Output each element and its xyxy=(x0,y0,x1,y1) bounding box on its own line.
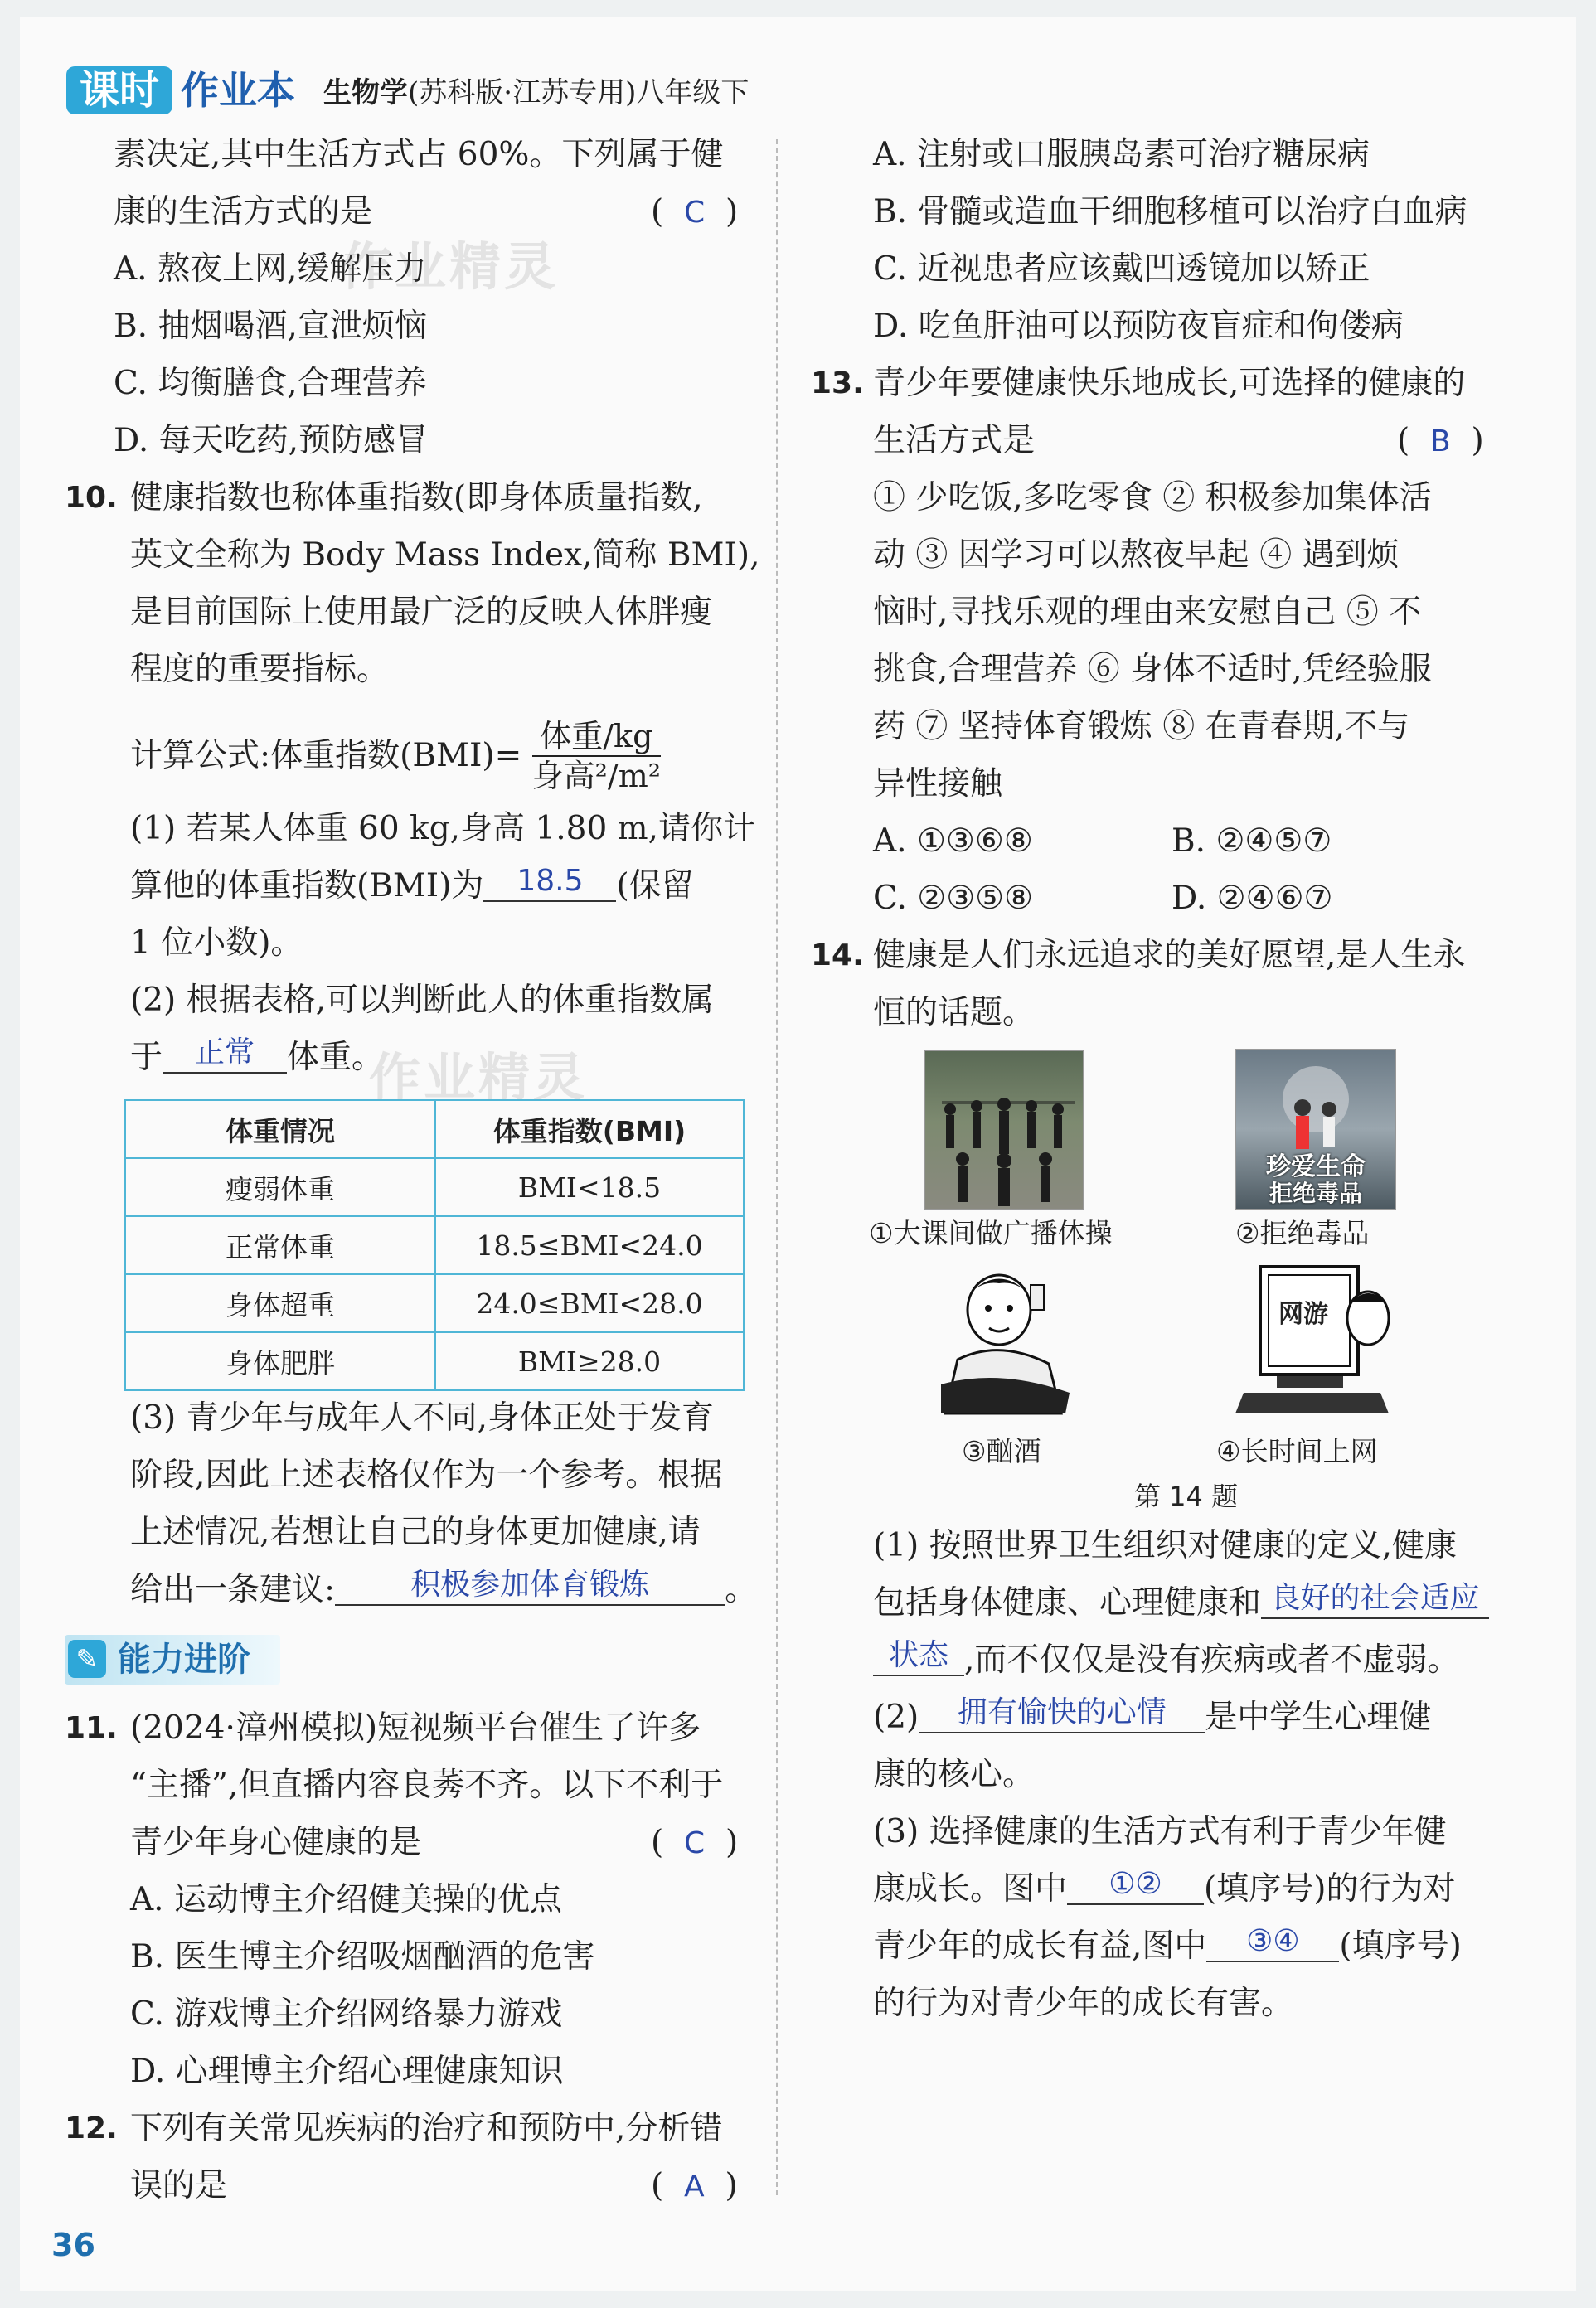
formula-label: 计算公式:体重指数(BMI)= xyxy=(130,737,522,774)
q10-2-line2 xyxy=(130,1029,384,1086)
q10-2-blank xyxy=(163,1032,287,1074)
book-subject xyxy=(323,73,749,113)
q10-1-blank xyxy=(483,861,616,902)
q14-line1: 健康是人们永远追求的美好愿望,是人生永 xyxy=(873,937,1466,974)
table-header-cell: 体重情况 xyxy=(125,1100,435,1158)
q10-2-suffix: 体重。 xyxy=(287,1039,385,1076)
figure-caption-2: ②拒绝毒品 xyxy=(1235,1217,1370,1249)
q10-1-line1: (1) 若某人体重 60 kg,身高 1.80 m,请你计 xyxy=(130,810,756,847)
q12-option-c: C. 近视患者应该戴凹透镜加以矫正 xyxy=(873,250,1370,288)
section-title: 能力进阶 xyxy=(118,1641,250,1679)
q14-3-answer-a: ①② xyxy=(1108,1867,1162,1901)
q10-2-line1: (2) 根据表格,可以判断此人的体重指数属 xyxy=(130,982,715,1019)
bmi-table xyxy=(124,1099,745,1391)
poster-text-1: 珍爱生命 xyxy=(1266,1152,1366,1181)
q14-3-prompt-b: 青少年的成长有益,图中 xyxy=(873,1927,1207,1965)
q11-option-d: D. 心理博主介绍心理健康知识 xyxy=(130,2053,564,2090)
logo-suffix: 作业本 xyxy=(181,68,295,113)
q12-option-a: A. 注射或口服胰岛素可治疗糖尿病 xyxy=(873,136,1370,173)
formula-fraction xyxy=(532,717,661,795)
q14-3-suffix-a: (填序号)的行为对 xyxy=(1204,1870,1456,1908)
q14-1-line1: (1) 按照世界卫生组织对健康的定义,健康 xyxy=(873,1527,1458,1564)
q10-1-line3: 1 位小数)。 xyxy=(130,924,303,962)
q14-2-suffix: 是中学生心理健 xyxy=(1205,1699,1432,1736)
q10-line2: 英文全称为 Body Mass Index,简称 BMI), xyxy=(130,536,760,574)
q13-option-a: A. ①③⑥⑧ xyxy=(873,822,1033,860)
q12-line2: 误的是 xyxy=(130,2167,228,2204)
q10-3-blank xyxy=(335,1564,725,1606)
q14-2-prompt: (2) xyxy=(873,1699,919,1736)
q14-3-line2 xyxy=(873,1860,1455,1918)
q10-2-answer: 正常 xyxy=(195,1035,255,1069)
exercise-illustration xyxy=(925,1051,1083,1209)
q13-line1: 青少年要健康快乐地成长,可选择的健康的 xyxy=(873,365,1466,402)
q13-item-line2: 动 ③ 因学习可以熬夜早起 ④ 遇到烦 xyxy=(873,536,1400,574)
q14-1-line2 xyxy=(873,1574,1489,1632)
table-row xyxy=(125,1158,744,1216)
q10-3-prompt: 给出一条建议: xyxy=(130,1571,336,1608)
q13-item-line3: 恼时,寻找乐观的理由来安慰自己 ⑤ 不 xyxy=(873,594,1422,631)
q12-answer-bracket: ( A ) xyxy=(651,2167,738,2204)
table-row xyxy=(125,1216,744,1274)
q13-option-d: D. ②④⑥⑦ xyxy=(1172,880,1333,917)
q10-line1: 健康指数也称体重指数(即身体质量指数, xyxy=(130,479,703,516)
q10-1-answer: 18.5 xyxy=(517,864,584,898)
q14-3-suffix-b: (填序号) xyxy=(1339,1927,1462,1965)
figure-internet-cartoon xyxy=(1227,1260,1397,1418)
q14-2-line2: 康的核心。 xyxy=(873,1756,1036,1793)
q11-number: 11. xyxy=(65,1711,118,1745)
figure-group-caption: 第 14 题 xyxy=(1134,1481,1239,1512)
q13-line2: 生活方式是 xyxy=(873,422,1036,459)
q13-item-line5: 药 ⑦ 坚持体育锻炼 ⑧ 在青春期,不与 xyxy=(873,708,1409,745)
figure-drinking-cartoon xyxy=(924,1260,1082,1418)
table-cell: 身体肥胖 xyxy=(125,1332,435,1390)
table-cell: 身体超重 xyxy=(125,1274,435,1332)
q9-option-d: D. 每天吃药,预防感冒 xyxy=(114,422,429,459)
q10-1-prompt: 算他的体重指数(BMI)为 xyxy=(130,867,484,904)
q13-item-line6: 异性接触 xyxy=(873,765,1003,802)
table-header-cell: 体重指数(BMI) xyxy=(435,1100,744,1158)
q14-3-line3 xyxy=(873,1918,1462,1975)
watermark-2: 作业精灵 xyxy=(369,1047,589,1108)
q10-number: 10. xyxy=(65,481,118,515)
q13-item-line1: ① 少吃饭,多吃零食 ② 积极参加集体活 xyxy=(873,479,1432,516)
q14-line2: 恒的话题。 xyxy=(873,994,1036,1031)
figure-caption-4: ④长时间上网 xyxy=(1216,1435,1378,1467)
q14-3-line1: (3) 选择健康的生活方式有利于青少年健 xyxy=(873,1813,1447,1850)
q9-option-a: A. 熬夜上网,缓解压力 xyxy=(114,250,427,288)
q14-3-prompt-a: 康成长。图中 xyxy=(873,1870,1068,1908)
table-row xyxy=(125,1332,744,1390)
figure-anti-drug-poster xyxy=(1235,1049,1396,1210)
q13-item-line4: 挑食,合理营养 ⑥ 身体不适时,凭经验服 xyxy=(873,651,1432,688)
q12-option-d: D. 吃鱼肝油可以预防夜盲症和佝偻病 xyxy=(873,308,1404,345)
q11-option-a: A. 运动博主介绍健美操的优点 xyxy=(130,1881,562,1918)
watermark: 作业精灵 xyxy=(340,236,560,297)
q10-line3: 是目前国际上使用最广泛的反映人体胖瘦 xyxy=(130,594,713,631)
figure-caption-1: ①大课间做广播体操 xyxy=(869,1217,1113,1249)
q11-option-c: C. 游戏博主介绍网络暴力游戏 xyxy=(130,1995,563,2033)
q9-continuation-line1: 素决定,其中生活方式占 60%。下列属于健 xyxy=(114,136,724,173)
q11-option-b: B. 医生博主介绍吸烟酗酒的危害 xyxy=(130,1938,595,1976)
drinking-illustration xyxy=(924,1260,1082,1418)
q13-option-c: C. ②③⑤⑧ xyxy=(873,880,1034,917)
q11-line3: 青少年身心健康的是 xyxy=(130,1824,422,1861)
q10-3-line2: 阶段,因此上述表格仅作为一个参考。根据 xyxy=(130,1457,723,1494)
poster-text-2: 拒绝毒品 xyxy=(1269,1180,1362,1207)
q14-1-blank-a xyxy=(1261,1578,1489,1619)
q9-option-b: B. 抽烟喝酒,宣泄烦恼 xyxy=(114,308,427,345)
pencil-icon: ✎ xyxy=(68,1640,106,1678)
q10-3-suffix: 。 xyxy=(725,1571,758,1608)
q14-1-answer-a: 良好的社会适应 xyxy=(1270,1581,1480,1615)
q12-line1: 下列有关常见疾病的治疗和预防中,分析错 xyxy=(130,2110,723,2147)
q14-3-blank-a xyxy=(1067,1864,1204,1905)
formula-numerator: 体重/kg xyxy=(532,717,661,757)
table-cell: BMI≥28.0 xyxy=(435,1332,744,1390)
q10-3-answer: 积极参加体育锻炼 xyxy=(410,1568,650,1602)
subject-name: 生物学 xyxy=(323,76,408,109)
q11-answer: C xyxy=(684,1826,706,1860)
logo-badge: 课时 xyxy=(66,66,172,114)
q14-1-answer-b: 状态 xyxy=(888,1638,948,1672)
table-cell: BMI<18.5 xyxy=(435,1158,744,1216)
q14-2-blank xyxy=(919,1692,1205,1733)
header xyxy=(66,63,813,121)
q14-1-prompt: 包括身体健康、心理健康和 xyxy=(873,1584,1262,1622)
internet-illustration xyxy=(1227,1260,1397,1418)
q14-2-line1 xyxy=(873,1689,1431,1746)
q12-option-b: B. 骨髓或造血干细胞移植可以治疗白血病 xyxy=(873,193,1467,230)
table-cell: 正常体重 xyxy=(125,1216,435,1274)
section-header xyxy=(65,1635,280,1685)
figure-caption-3: ③酗酒 xyxy=(962,1435,1041,1467)
screen-text: 网游 xyxy=(1278,1300,1328,1329)
q10-1-suffix: (保留 xyxy=(616,867,694,904)
q14-3-blank-b xyxy=(1206,1921,1339,1962)
q14-number: 14. xyxy=(811,938,864,972)
q10-3-line1: (3) 青少年与成年人不同,身体正处于发育 xyxy=(130,1399,715,1437)
q13-number: 13. xyxy=(811,366,864,400)
q14-1-line3 xyxy=(873,1632,1459,1689)
q14-3-line4: 的行为对青少年的成长有害。 xyxy=(873,1985,1294,2022)
q14-1-suffix: ,而不仅仅是没有疾病或者不虚弱。 xyxy=(964,1641,1460,1679)
q9-option-c: C. 均衡膳食,合理营养 xyxy=(114,365,427,402)
q10-1-line2 xyxy=(130,857,694,914)
q10-2-prompt: 于 xyxy=(130,1039,163,1076)
q14-1-blank-b xyxy=(873,1635,964,1676)
q13-answer: B xyxy=(1430,424,1451,458)
q10-3-line4 xyxy=(130,1561,757,1618)
q14-3-answer-b: ③④ xyxy=(1246,1924,1300,1958)
column-divider xyxy=(776,139,778,2195)
subject-edition: (苏科版·江苏专用)八年级下 xyxy=(408,76,749,109)
q12-number: 12. xyxy=(65,2112,118,2146)
q14-2-answer: 拥有愉快的心情 xyxy=(957,1695,1167,1729)
q13-answer-bracket: ( B ) xyxy=(1397,422,1484,459)
q11-line1: (2024·漳州模拟)短视频平台催生了许多 xyxy=(130,1709,701,1747)
bmi-formula xyxy=(130,715,661,796)
q9-answer-bracket: ( C ) xyxy=(651,193,739,230)
q9-answer: C xyxy=(684,196,706,230)
formula-denominator: 身高²/m² xyxy=(531,758,661,794)
table-header-row xyxy=(125,1100,744,1158)
q11-answer-bracket: ( C ) xyxy=(651,1824,739,1861)
q11-line2: “主播”,但直播内容良莠不齐。以下不利于 xyxy=(130,1767,724,1804)
figure-broadcast-exercise xyxy=(924,1050,1084,1210)
table-cell: 瘦弱体重 xyxy=(125,1158,435,1216)
q12-answer: A xyxy=(684,2170,705,2204)
page-number: 36 xyxy=(51,2227,95,2263)
table-cell: 18.5≤BMI<24.0 xyxy=(435,1216,744,1274)
table-cell: 24.0≤BMI<28.0 xyxy=(435,1274,744,1332)
table-row xyxy=(125,1274,744,1332)
q10-line4: 程度的重要指标。 xyxy=(130,651,390,688)
q9-continuation-line2: 康的生活方式的是 xyxy=(114,193,373,230)
q13-option-b: B. ②④⑤⑦ xyxy=(1172,822,1332,860)
q10-3-line3: 上述情况,若想让自己的身体更加健康,请 xyxy=(130,1514,701,1551)
